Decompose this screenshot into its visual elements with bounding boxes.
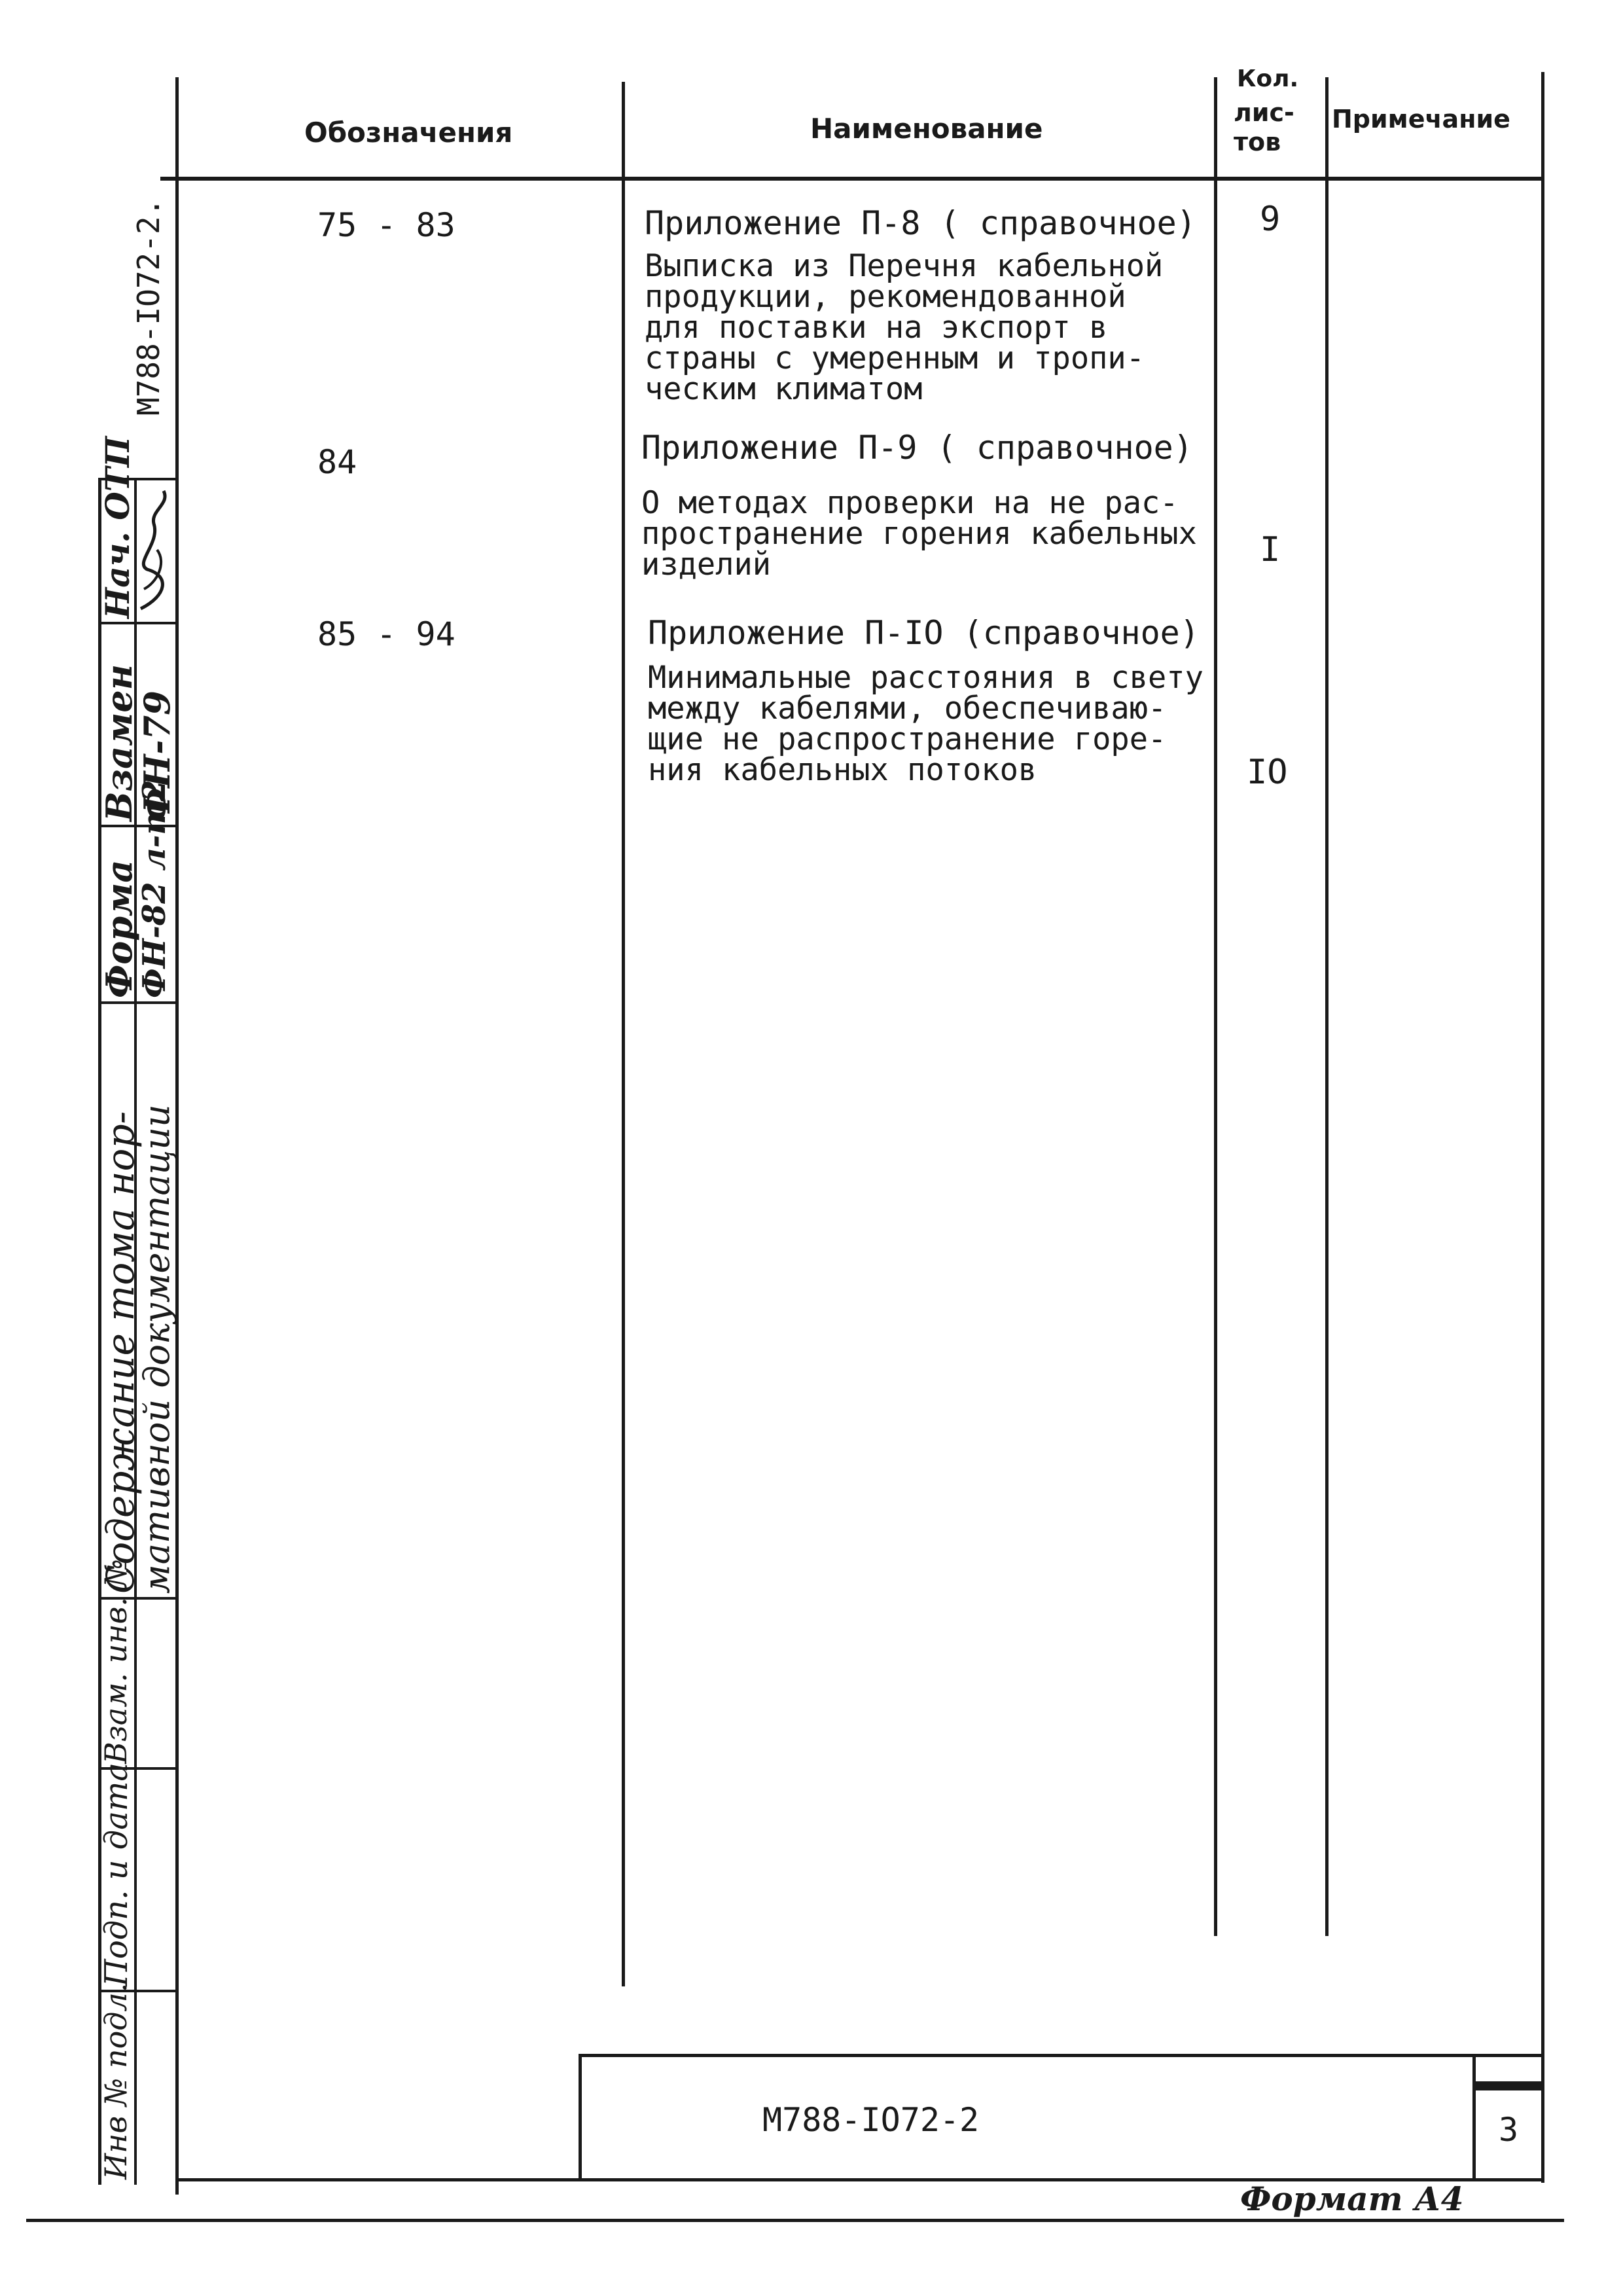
row3-pages: 85 - 94 bbox=[317, 615, 455, 653]
sidebar-div-1 bbox=[98, 622, 177, 624]
row1-appendix: Приложение П-8 ( справочное) bbox=[645, 204, 1196, 242]
signature bbox=[134, 484, 177, 615]
sidebar-content-line2: мативной документации bbox=[136, 1104, 177, 1594]
sidebar-podp-data: Подп. и дата bbox=[98, 1763, 135, 1986]
row2-appendix: Приложение П-9 ( справочное) bbox=[641, 429, 1193, 467]
header-designation: Обозначения bbox=[304, 117, 513, 149]
margin-doc-code: М788-IО72-2. bbox=[131, 198, 166, 416]
header-sheets-bot: тов bbox=[1234, 128, 1281, 156]
row1-description: Выписка из Перечня кабельной продукции, рекомендованной для поставки на экспорт в страны с умеренным и тропи- ческим климатом bbox=[645, 248, 1164, 407]
sidebar-nach-otp: Нач. ОТП bbox=[98, 436, 137, 619]
title-block-left bbox=[579, 2054, 582, 2181]
title-block-top bbox=[579, 2054, 1543, 2057]
col-divider-sheets bbox=[1214, 77, 1217, 1936]
header-sheets-mid: лис- bbox=[1234, 98, 1294, 127]
row2-pages: 84 bbox=[317, 443, 357, 481]
footer-sheet-number: 3 bbox=[1499, 2111, 1519, 2149]
sidebar-vzamen: Взамен bbox=[98, 664, 140, 821]
col-divider-notes bbox=[1325, 77, 1329, 1936]
sidebar-forma: Форма bbox=[98, 859, 140, 998]
col-divider-name bbox=[622, 82, 625, 1986]
row1-pages: 75 - 83 bbox=[317, 206, 455, 244]
row3-appendix: Приложение П-IО (справочное) bbox=[648, 614, 1200, 652]
row3-description: Минимальные расстояния в свету между кабелями, обеспечиваю- щие не распространение горе- ния кабельных потоков bbox=[648, 660, 1204, 788]
header-notes: Примечание bbox=[1332, 105, 1510, 134]
row2-sheets: I bbox=[1260, 530, 1281, 569]
sheet-cell-top bbox=[1472, 2081, 1541, 2090]
footer-format: Формат А4 bbox=[1240, 2179, 1464, 2218]
sidebar-content-line1: Содержание тома нор- bbox=[98, 1111, 143, 1594]
row1-sheets: 9 bbox=[1260, 200, 1281, 239]
sidebar-div-3 bbox=[98, 1001, 177, 1004]
row3-sheets: IО bbox=[1247, 753, 1288, 792]
frame-right-line bbox=[1541, 72, 1544, 2183]
sidebar-vzam-inv: Взам. инв. № bbox=[98, 1558, 134, 1764]
page-bottom-edge bbox=[26, 2219, 1564, 2222]
row2-description: О методах проверки на не рас- пространение горения кабельных изделий bbox=[641, 485, 1197, 583]
sidebar-vzamen-value: ФН-79 bbox=[136, 691, 178, 821]
header-name: Наименование bbox=[810, 113, 1043, 145]
header-underline bbox=[160, 177, 1544, 181]
footer-doc-code: М788-IО72-2 bbox=[762, 2101, 980, 2139]
sidebar-forma-value: ФН-82 л-т2 bbox=[136, 780, 173, 998]
header-sheets-top: Кол. bbox=[1237, 65, 1299, 92]
sidebar-inv-podl: Инв № подл. bbox=[98, 1982, 134, 2179]
sheet-cell-divider bbox=[1472, 2054, 1476, 2181]
